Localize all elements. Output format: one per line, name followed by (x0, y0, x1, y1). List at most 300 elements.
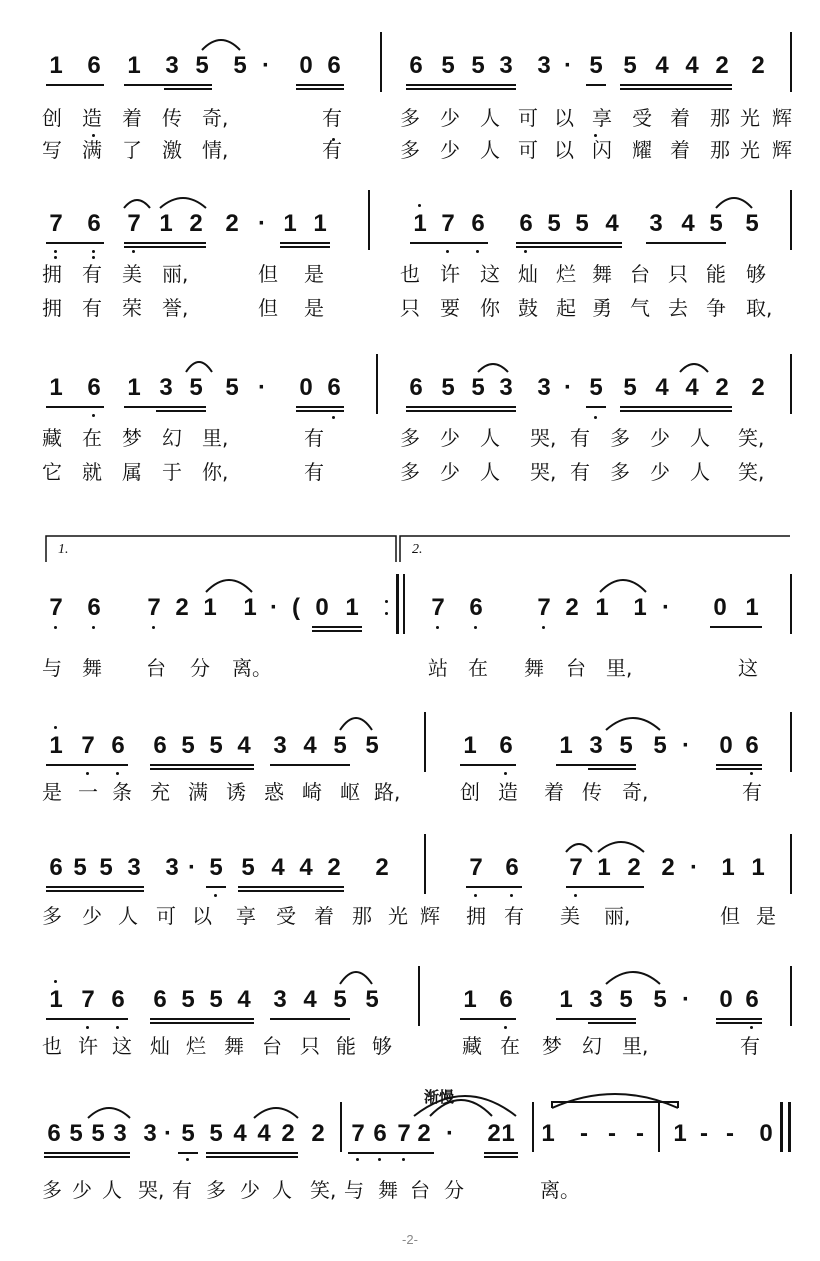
lyric-char: 惑 (264, 780, 284, 804)
lyric-char: 与 (42, 656, 62, 680)
beam (312, 626, 362, 628)
lyric-char: 舞 (224, 1034, 244, 1058)
note: · (682, 986, 690, 1013)
note: 6 (111, 986, 125, 1013)
beam (46, 886, 144, 888)
lyric-char: 多 (206, 1178, 226, 1202)
lyric-line2-lyric2 (0, 296, 820, 320)
note: 7 (127, 210, 141, 237)
beam (206, 1152, 298, 1154)
page-number: -2- (402, 1232, 418, 1247)
lyric-char: 岖 (340, 780, 360, 804)
beam (406, 88, 516, 90)
note: 5 (365, 732, 379, 759)
note: 7 (49, 210, 63, 237)
octave-dot (594, 416, 597, 419)
note: 0 (719, 732, 733, 759)
lyric-char: 闪 (592, 138, 612, 162)
note: 7 (351, 1120, 365, 1147)
barline (376, 354, 378, 414)
lyric-char: 台 (146, 656, 166, 680)
note: 6 (471, 210, 485, 237)
note: 2 (715, 52, 729, 79)
note: 3 (113, 1120, 127, 1147)
octave-dot (92, 134, 95, 137)
note: 1 (203, 594, 217, 621)
lyric-char: 少 (240, 1178, 260, 1202)
note: 5 (209, 1120, 223, 1147)
lyric-line3-lyric1 (0, 426, 820, 450)
note: · (258, 374, 266, 401)
lyric-char: 少 (440, 106, 460, 130)
lyric-char: 着 (670, 138, 690, 162)
octave-dot (385, 612, 388, 615)
note: 3 (499, 374, 513, 401)
octave-dot (186, 1158, 189, 1161)
notation-row-line2 (0, 212, 820, 236)
barline (790, 834, 792, 894)
barline (380, 32, 382, 92)
note: · (564, 374, 572, 401)
lyric-char: 光 (740, 106, 760, 130)
beam (206, 1156, 298, 1158)
note: 1 (49, 374, 63, 401)
lyric-char: 多 (42, 1178, 62, 1202)
note: 1 (541, 1120, 555, 1147)
note: 5 (441, 374, 455, 401)
note: - (608, 1120, 616, 1147)
lyric-char: 幻 (582, 1034, 602, 1058)
lyric-char: 有 (742, 780, 762, 804)
lyric-char: 满 (188, 780, 208, 804)
octave-dot (86, 772, 89, 775)
beam (124, 246, 206, 248)
octave-dot (92, 250, 95, 253)
note: 4 (237, 732, 251, 759)
beam (296, 410, 344, 412)
note: 7 (569, 854, 583, 881)
volta-2-label: 2. (412, 542, 423, 557)
lyric-char: 多 (610, 426, 630, 450)
lyric-char: 笑, (738, 426, 765, 450)
note: 2 (327, 854, 341, 881)
note: 6 (745, 986, 759, 1013)
note: 4 (655, 52, 669, 79)
note: 5 (623, 52, 637, 79)
note: 1 (127, 374, 141, 401)
beam (46, 84, 104, 86)
note: 3 (273, 732, 287, 759)
lyric-char: 里, (606, 656, 633, 680)
lyric-char: 里, (202, 426, 229, 450)
lyric-line5-lyric (0, 780, 820, 804)
lyric-char: 在 (82, 426, 102, 450)
note: 6 (111, 732, 125, 759)
slur (186, 362, 212, 372)
lyric-char: 也 (400, 262, 420, 286)
note: 6 (153, 986, 167, 1013)
notation-row-line1 (0, 54, 820, 78)
notation-row-line4 (0, 596, 820, 620)
lyric-char: 光 (740, 138, 760, 162)
beam (206, 886, 226, 888)
beam (586, 406, 606, 408)
lyric-char: 人 (480, 426, 500, 450)
note: 5 (181, 986, 195, 1013)
note: 1 (127, 52, 141, 79)
lyric-char: 梦 (542, 1034, 562, 1058)
lyric-char: 奇, (622, 780, 649, 804)
lyric-char: 传 (582, 780, 602, 804)
lyric-char: 这 (112, 1034, 132, 1058)
lyric-char: 人 (272, 1178, 292, 1202)
note: 1 (463, 986, 477, 1013)
lyric-char: 写 (42, 138, 62, 162)
note: 5 (91, 1120, 105, 1147)
note: 1 (313, 210, 327, 237)
lyric-char: 光 (388, 904, 408, 928)
lyric-char: 人 (480, 106, 500, 130)
note: 5 (225, 374, 239, 401)
note: 5 (365, 986, 379, 1013)
lyric-char: 烂 (186, 1034, 206, 1058)
note: 1 (243, 594, 257, 621)
lyric-char: 少 (440, 426, 460, 450)
lyric-char: 取, (746, 296, 773, 320)
lyric-char: 以 (192, 904, 212, 928)
beam (150, 764, 254, 766)
lyric-char: 有 (304, 460, 324, 484)
octave-dot (332, 416, 335, 419)
lyric-char: 你 (480, 296, 500, 320)
octave-dot (446, 250, 449, 253)
beam (312, 630, 362, 632)
lyric-char: 人 (690, 426, 710, 450)
lyric-char: 少 (82, 904, 102, 928)
lyric-char: 有 (322, 138, 342, 162)
barline (790, 354, 792, 414)
lyric-char: 受 (632, 106, 652, 130)
beam (556, 1018, 636, 1020)
lyric-char: 藏 (462, 1034, 482, 1058)
note: - (700, 1120, 708, 1147)
note: 1 (595, 594, 609, 621)
note: 1 (597, 854, 611, 881)
lyric-char: 是 (756, 904, 776, 928)
note: 4 (685, 374, 699, 401)
beam (620, 410, 732, 412)
lyric-char: 辉 (772, 138, 792, 162)
note: 4 (685, 52, 699, 79)
note: 1 (49, 52, 63, 79)
note: 4 (303, 986, 317, 1013)
note: 5 (333, 986, 347, 1013)
lyric-char: 在 (468, 656, 488, 680)
note: 0 (719, 986, 733, 1013)
beam (296, 88, 344, 90)
notation-row-line8 (0, 1122, 820, 1146)
note: 3 (649, 210, 663, 237)
note: 2 (375, 854, 389, 881)
lyric-char: 但 (258, 296, 278, 320)
beam (716, 768, 762, 770)
barline (788, 1102, 791, 1152)
note: 2 (715, 374, 729, 401)
lyric-char: 哭, (138, 1178, 165, 1202)
lyric-char: 要 (440, 296, 460, 320)
octave-dot (474, 894, 477, 897)
lyric-char: 但 (258, 262, 278, 286)
note: 2 (281, 1120, 295, 1147)
lyric-char: 能 (336, 1034, 356, 1058)
octave-dot (418, 204, 421, 207)
lyric-char: 只 (668, 262, 688, 286)
octave-dot (385, 600, 388, 603)
lyric-char: 多 (400, 460, 420, 484)
note: 6 (499, 732, 513, 759)
note: 4 (681, 210, 695, 237)
lyric-char: 去 (668, 296, 688, 320)
note: 2 (751, 374, 765, 401)
lyric-char: 美 (560, 904, 580, 928)
lyric-char: 着 (314, 904, 334, 928)
lyric-char: 能 (706, 262, 726, 286)
octave-dot (574, 894, 577, 897)
lyric-char: 这 (738, 656, 758, 680)
octave-dot (476, 250, 479, 253)
slur (254, 1108, 298, 1118)
beam (410, 242, 488, 244)
barline (418, 966, 420, 1026)
octave-dot (594, 134, 597, 137)
octave-dot (54, 250, 57, 253)
note: 5 (241, 854, 255, 881)
beam (620, 88, 732, 90)
beam (46, 406, 104, 408)
note: 5 (471, 52, 485, 79)
note: 7 (49, 594, 63, 621)
lyric-char: 舞 (378, 1178, 398, 1202)
barline (790, 966, 792, 1026)
beam (124, 84, 212, 86)
lyric-char: 丽, (162, 262, 189, 286)
beam (178, 1152, 198, 1154)
note: 3 (273, 986, 287, 1013)
lyric-char: 创 (42, 106, 62, 130)
note: 3 (499, 52, 513, 79)
note: 5 (189, 374, 203, 401)
note: 6 (87, 594, 101, 621)
lyric-char: 创 (460, 780, 480, 804)
lyric-char: 人 (690, 460, 710, 484)
note: · (258, 210, 266, 237)
note: 3 (165, 52, 179, 79)
note: 5 (181, 1120, 195, 1147)
lyric-char: 了 (122, 138, 142, 162)
note: 3 (143, 1120, 157, 1147)
beam (484, 1152, 518, 1154)
note: 0 (299, 374, 313, 401)
lyric-char: 有 (570, 426, 590, 450)
slur (160, 198, 206, 208)
octave-dot (504, 772, 507, 775)
lyric-char: 有 (82, 262, 102, 286)
note: 3 (589, 732, 603, 759)
note: 5 (589, 52, 603, 79)
lyric-char: 激 (162, 138, 182, 162)
note: 3 (589, 986, 603, 1013)
lyric-char: 属 (122, 460, 142, 484)
lyric-line1-lyric2 (0, 138, 820, 162)
beam (164, 88, 212, 90)
octave-dot (750, 772, 753, 775)
note: 5 (619, 732, 633, 759)
lyric-char: 与 (344, 1178, 364, 1202)
lyric-line1-lyric1 (0, 106, 820, 130)
lyric-char: 舞 (82, 656, 102, 680)
slur (606, 718, 660, 730)
slur (340, 718, 372, 730)
lyric-char: 可 (156, 904, 176, 928)
note: 1 (49, 986, 63, 1013)
lyric-char: 辉 (420, 904, 440, 928)
octave-dot (54, 980, 57, 983)
lyric-char: 美 (122, 262, 142, 286)
lyric-char: 哭, (530, 426, 557, 450)
lyric-char: 少 (650, 426, 670, 450)
lyric-char: 有 (504, 904, 524, 928)
lyric-char: 起 (556, 296, 576, 320)
lyric-char: 多 (400, 106, 420, 130)
lyric-char: 一 (78, 780, 98, 804)
barline (424, 834, 426, 894)
lyric-char: 许 (440, 262, 460, 286)
notation-row-line6 (0, 856, 820, 880)
lyric-char: 辉 (772, 106, 792, 130)
note: 1 (501, 1120, 515, 1147)
notation-row-line7 (0, 988, 820, 1012)
lyric-char: 以 (554, 138, 574, 162)
note: 6 (373, 1120, 387, 1147)
note: 0 (299, 52, 313, 79)
lyric-char: 奇, (202, 106, 229, 130)
lyric-char: 拥 (42, 262, 62, 286)
barline (396, 574, 399, 634)
lyric-char: 着 (122, 106, 142, 130)
octave-dot (116, 1026, 119, 1029)
beam (238, 886, 344, 888)
octave-dot (92, 256, 95, 259)
note: 1 (49, 732, 63, 759)
octave-dot (504, 1026, 507, 1029)
note: 5 (547, 210, 561, 237)
note: 2 (175, 594, 189, 621)
note: 1 (721, 854, 735, 881)
lyric-char: 笑, (310, 1178, 337, 1202)
note: 2 (661, 854, 675, 881)
lyric-line8-lyric (0, 1178, 820, 1202)
beam (716, 1022, 762, 1024)
lyric-char: 里, (622, 1034, 649, 1058)
note: · (690, 854, 698, 881)
beam (646, 242, 726, 244)
note: 4 (271, 854, 285, 881)
note: ( (292, 594, 300, 621)
note: 1 (751, 854, 765, 881)
beam (296, 84, 344, 86)
lyric-char: 以 (554, 106, 574, 130)
note: 5 (333, 732, 347, 759)
beam (280, 246, 330, 248)
note: 1 (633, 594, 647, 621)
note: 3 (537, 374, 551, 401)
lyric-char: 梦 (122, 426, 142, 450)
note: 2 (565, 594, 579, 621)
lyric-char: 有 (322, 106, 342, 130)
lyric-char: 灿 (518, 262, 538, 286)
note: 4 (233, 1120, 247, 1147)
lyric-char: 多 (400, 426, 420, 450)
barline (780, 1102, 783, 1152)
lyric-char: 造 (82, 106, 102, 130)
lyric-char: 人 (480, 138, 500, 162)
beam (124, 242, 206, 244)
beam (620, 406, 732, 408)
note: 1 (283, 210, 297, 237)
note: 6 (409, 52, 423, 79)
note: 3 (127, 854, 141, 881)
octave-dot (402, 1158, 405, 1161)
lyric-char: 着 (670, 106, 690, 130)
lyric-char: 舞 (592, 262, 612, 286)
lyric-char: 但 (720, 904, 740, 928)
note: 2 (627, 854, 641, 881)
lyric-char: 够 (746, 262, 766, 286)
lyric-char: 离。 (540, 1178, 580, 1202)
lyric-char: 是 (304, 296, 324, 320)
note: 5 (181, 732, 195, 759)
beam (348, 1152, 434, 1154)
lyric-char: 造 (498, 780, 518, 804)
slur (206, 580, 252, 592)
slur (202, 40, 240, 50)
beam (150, 768, 254, 770)
note: 6 (87, 52, 101, 79)
lyric-char: 幻 (162, 426, 182, 450)
note: 5 (195, 52, 209, 79)
beam (150, 1018, 254, 1020)
beam (270, 764, 350, 766)
octave-dot (86, 1026, 89, 1029)
octave-dot (214, 894, 217, 897)
note: 4 (655, 374, 669, 401)
slur (606, 972, 660, 984)
barline (424, 712, 426, 772)
lyric-line4-lyric (0, 656, 820, 680)
barline (790, 574, 792, 634)
barline (340, 1102, 342, 1152)
octave-dot (54, 726, 57, 729)
slur (566, 844, 592, 852)
slur (680, 364, 708, 372)
lyric-char: 分 (444, 1178, 464, 1202)
note: - (580, 1120, 588, 1147)
tempo-mark: 渐慢 (424, 1088, 455, 1106)
beam (516, 242, 622, 244)
lyric-line6-lyric (0, 904, 820, 928)
note: 4 (257, 1120, 271, 1147)
note: 6 (87, 374, 101, 401)
